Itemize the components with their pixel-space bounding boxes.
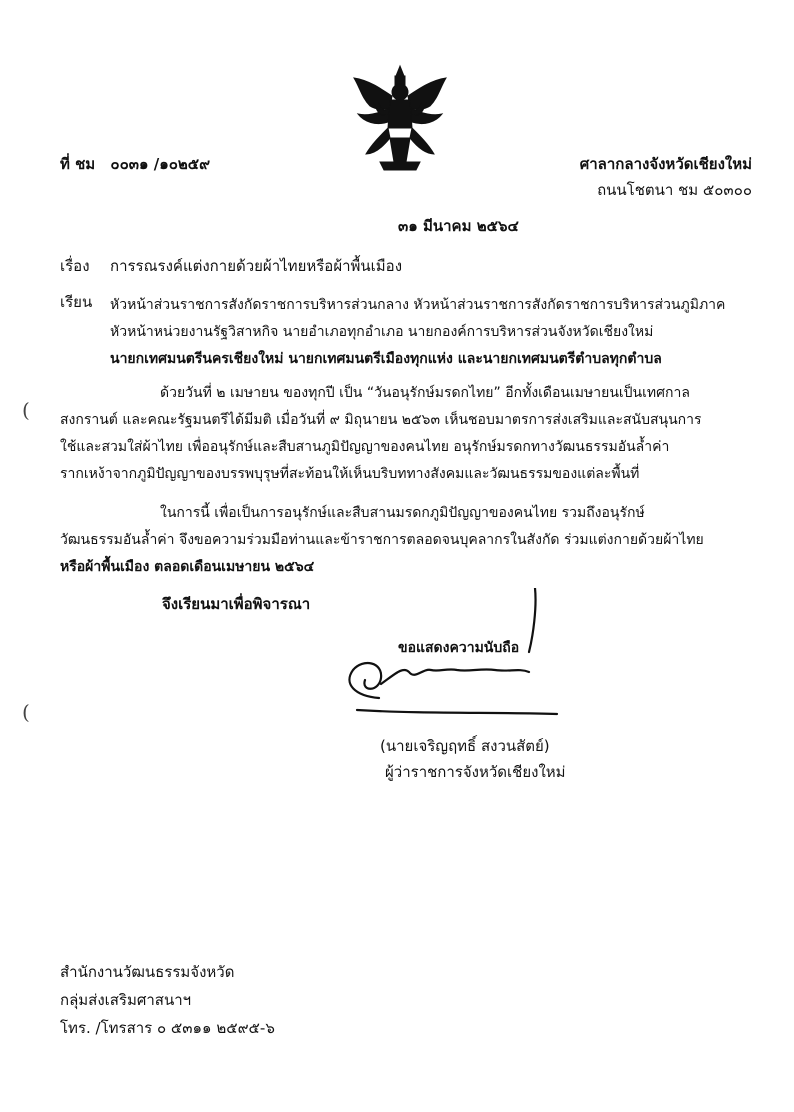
recipient-block — [110, 292, 750, 373]
subject-label: เรื่อง — [60, 257, 90, 275]
body-paragraph-1 — [60, 380, 740, 488]
recipient-line: หัวหน้าหน่วยงานรัฐวิสาหกิจ นายอำเภอทุกอำเภอ นายกองค์การบริหารส่วนจังหวัดเชียงใหม่ — [110, 324, 654, 340]
paragraph-line: ในการนี้ เพื่อเป็นการอนุรักษ์และสืบสานมรดกภูมิปัญญาของคนไทย รวมถึงอนุรักษ์ — [160, 505, 645, 521]
paragraph-line: สงกรานต์ และคณะรัฐมนตรีได้มีมติ เมื่อวันที่ ๙ มิถุนายน ๒๕๖๓ เห็นชอบมาตรการส่งเสริมและสนับสนุนการ — [60, 412, 702, 428]
paragraph-line: ใช้และสวมใส่ผ้าไทย เพื่ออนุรักษ์และสืบสานภูมิปัญญาของคนไทย อนุรักษ์มรดกทางวัฒนธรรมอันล้ำค่า — [60, 439, 670, 455]
margin-mark: ( — [22, 700, 30, 724]
paragraph-line: หรือผ้าพื้นเมือง ตลอดเดือนเมษายน ๒๕๖๔ — [60, 559, 315, 575]
subject-line — [60, 256, 403, 276]
recipient-line: หัวหน้าส่วนราชการสังกัดราชการบริหารส่วนกลาง หัวหน้าส่วนราชการสังกัดราชการบริหารส่วนภูมิภาค — [110, 297, 726, 313]
closing-text: จึงเรียนมาเพื่อพิจารณา — [162, 595, 311, 613]
paragraph-line: ด้วยวันที่ ๒ เมษายน ของทุกปี เป็น “วันอนุรักษ์มรดกไทย” อีกทั้งเดือนเมษายนเป็นเทศกาล — [160, 385, 690, 401]
salutation-text: ขอแสดงความนับถือ — [398, 640, 520, 656]
recipient-line: นายกเทศมนตรีนครเชียงใหม่ นายกเทศมนตรีเมืองทุกแห่ง และนายกเทศมนตรีตำบลทุกตำบล — [110, 351, 662, 367]
footer-contact: โทร. /โทรสาร ๐ ๕๓๑๑ ๒๕๙๕-๖ — [60, 1019, 275, 1037]
body-paragraph-2 — [60, 500, 740, 581]
issuer-address: ถนนโชตนา ชม ๕๐๓๐๐ — [597, 181, 752, 199]
paragraph-line: รากเหง้าจากภูมิปัญญาของบรรพบุรุษที่สะท้อนให้เห็นบริบททางสังคมและวัฒนธรรมของแต่ละพื้นที่ — [60, 466, 640, 482]
reference-number: ๐๐๓๑ /๑๐๒๕๙ — [110, 155, 211, 173]
subject-text: การรณรงค์แต่งกายด้วยผ้าไทยหรือผ้าพื้นเมือง — [110, 257, 403, 275]
margin-mark: ( — [22, 398, 30, 422]
letter-date: ๓๑ มีนาคม ๒๕๖๔ — [398, 217, 519, 235]
signatory-position: ผู้ว่าราชการจังหวัดเชียงใหม่ — [385, 763, 566, 781]
recipient-label: เรียน — [60, 293, 93, 311]
signatory-name: (นายเจริญฤทธิ์ สงวนสัตย์) — [380, 737, 550, 755]
reference-label: ที่ ชม — [60, 155, 96, 173]
footer-office: สำนักงานวัฒนธรรมจังหวัด — [60, 963, 235, 981]
reference-line — [60, 154, 210, 174]
handwritten-signature — [335, 588, 575, 728]
footer-division: กลุ่มส่งเสริมศาสนาฯ — [60, 991, 192, 1009]
issuer-name: ศาลากลางจังหวัดเชียงใหม่ — [579, 155, 752, 173]
paragraph-line: วัฒนธรรมอันล้ำค่า จึงขอความร่วมมือท่านและข้าราชการตลอดจนบุคลากรในสังกัด ร่วมแต่งกายด้วยผ้าไทย — [60, 532, 704, 548]
garuda-emblem-icon — [340, 58, 460, 178]
